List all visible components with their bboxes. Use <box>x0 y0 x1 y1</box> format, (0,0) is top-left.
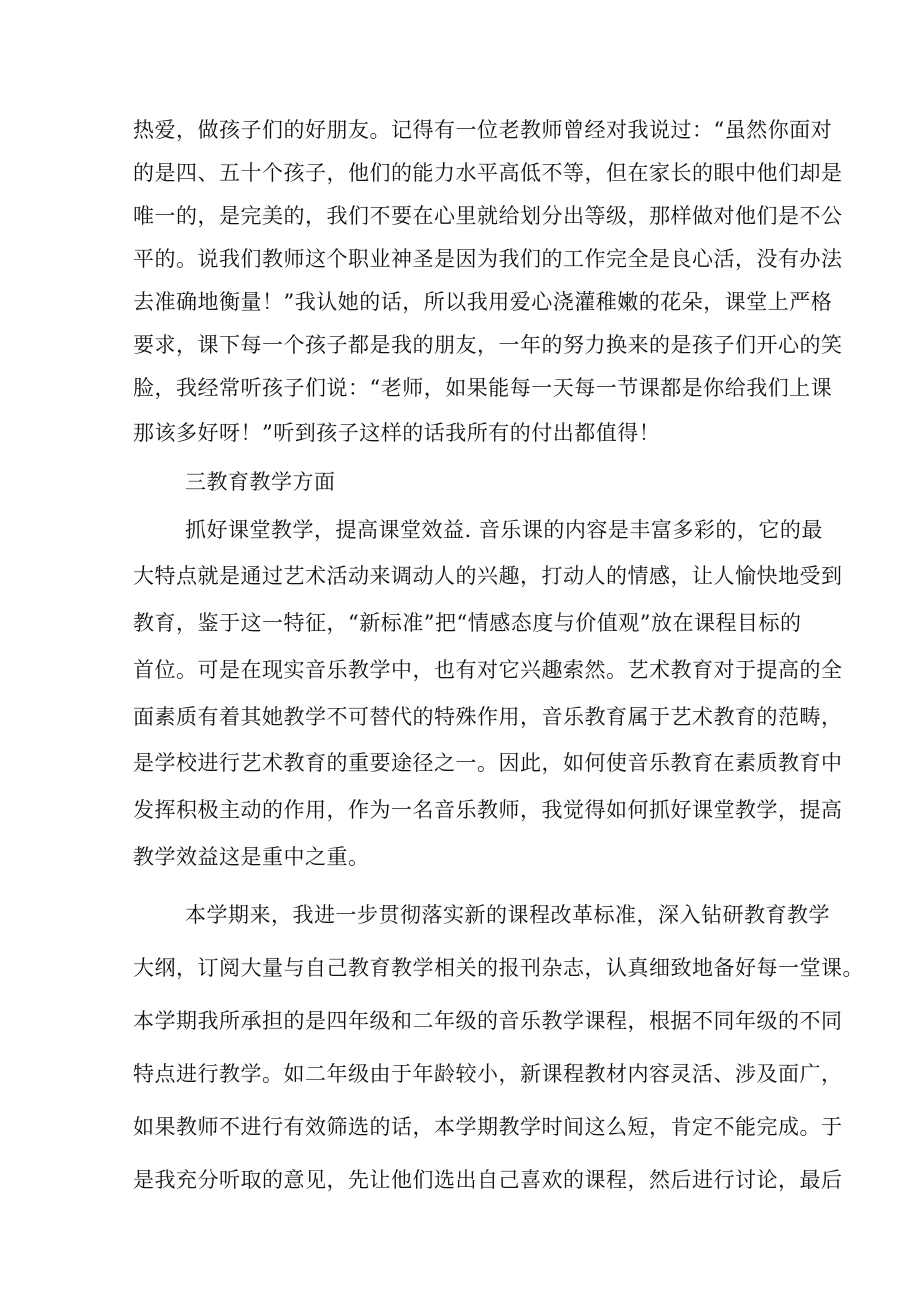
paragraph-line: 抓好课堂教学，提高课堂效益. 音乐课的内容是丰富多彩的，它的最 <box>185 518 823 542</box>
paragraph-line: 去准确地衡量！”我认她的话，所以我用爱心浇灌稚嫩的花朵，课堂上严格 <box>133 290 833 314</box>
paragraph-line: 发挥积极主动的作用，作为一名音乐教师，我觉得如何抓好课堂教学，提高 <box>133 798 843 822</box>
paragraph-line: 脸，我经常听孩子们说：“老师，如果能每一天每一节课都是你给我们上课 <box>133 376 833 400</box>
paragraph-line: 如果教师不进行有效筛选的话，本学期教学时间这么短，肯定不能完成。于 <box>133 1115 843 1139</box>
paragraph-line: 教学效益这是重中之重。 <box>133 845 370 869</box>
paragraph-line: 面素质有着其她教学不可替代的特殊作用，音乐教育属于艺术教育的范畴， <box>133 705 843 729</box>
paragraph-line: 那该多好呀！”听到孩子这样的话我所有的付出都值得！ <box>133 421 661 445</box>
paragraph-line: 是我充分听取的意见，先让他们选出自己喜欢的课程，然后进行讨论，最后 <box>133 1168 843 1192</box>
paragraph-line: 唯一的，是完美的，我们不要在心里就给划分出等级，那样做对他们是不公 <box>133 204 843 228</box>
paragraph-line: 平的。说我们教师这个职业神圣是因为我们的工作完全是良心活，没有办法 <box>133 247 843 271</box>
paragraph-line: 本学期我所承担的是四年级和二年级的音乐教学课程，根据不同年级的不同 <box>133 1009 843 1033</box>
paragraph-line: 的是四、五十个孩子，他们的能力水平高低不等，但在家长的眼中他们却是 <box>133 161 843 185</box>
paragraph-line: 特点进行教学。如二年级由于年龄较小，新课程教材内容灵活、涉及面广， <box>133 1062 843 1086</box>
paragraph-line: 要求，课下每一个孩子都是我的朋友，一年的努力换来的是孩子们开心的笑 <box>133 333 843 357</box>
paragraph-line: 本学期来，我进一步贯彻落实新的课程改革标准，深入钻研教育教学 <box>185 903 830 927</box>
paragraph-line: 大纲，订阅大量与自己教育教学相关的报刊杂志，认真细致地备好每一堂课。 <box>133 956 864 980</box>
paragraph-line: 大特点就是通过艺术活动来调动人的兴趣，打动人的情感，让人愉快地受到 <box>133 564 843 588</box>
paragraph-line: 是学校进行艺术教育的重要途径之一。因此，如何使音乐教育在素质教育中 <box>133 751 843 775</box>
section-heading: 三教育教学方面 <box>185 470 336 494</box>
paragraph-line: 教育，鉴于这一特征，“新标准”把“情感态度与价值观”放在课程目标的 <box>133 611 802 635</box>
paragraph-line: 首位。可是在现实音乐教学中，也有对它兴趣索然。艺术教育对于提高的全 <box>133 658 843 682</box>
paragraph-line: 热爱，做孩子们的好朋友。记得有一位老教师曾经对我说过：“虽然你面对 <box>133 118 833 142</box>
